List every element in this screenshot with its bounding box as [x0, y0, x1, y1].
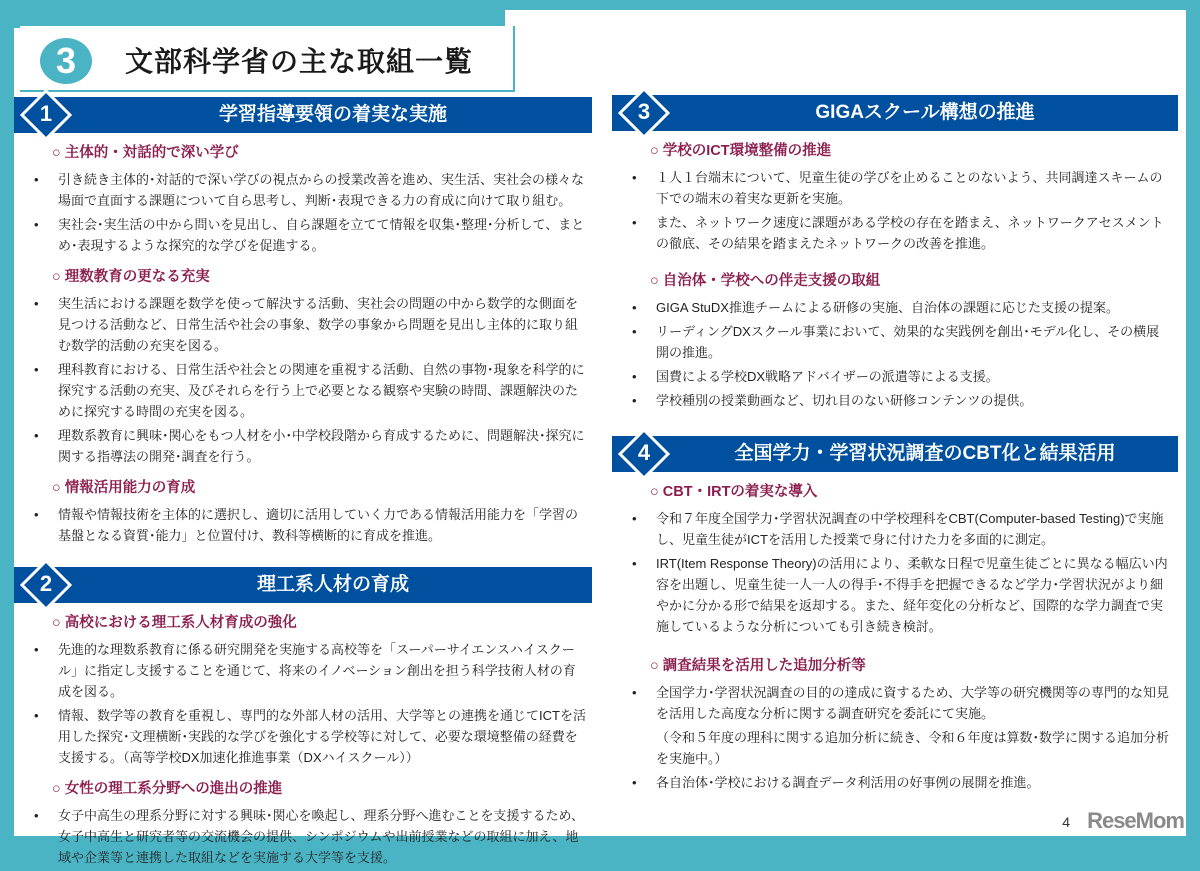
subheading-text: 女性の理工系分野への進出の推進: [64, 781, 283, 797]
list-item: • 情報、数学等の教育を重視し、専門的な外部人材の活用、大学等との連携を通じてICTを活用した探究･文理横断･実践的な学びを強化する学校等に対して、必要な環境整備の経費を支援する。（高等学校DX加速化推進事業（DXハイスクール））: [14, 705, 592, 768]
bullet-list: [14, 504, 592, 546]
section-body-1: [14, 133, 592, 546]
list-item: • １人１台端末について、児童生徒の学びを止めることのないよう、共同調達スキームの下での端末の着実な更新を実施。: [612, 167, 1178, 209]
bullet-list: [14, 805, 592, 868]
bullet-list: [612, 297, 1178, 411]
section-title: 全国学力・学習状況調査のCBT化と結果活用: [734, 443, 1116, 464]
circle-marker-icon: ○: [650, 484, 659, 500]
section-number: 2: [39, 571, 53, 596]
subheading: [650, 141, 1178, 161]
watermark-logo: ReseMom: [1087, 808, 1184, 833]
title-number-badge: 3: [40, 38, 92, 84]
subheading: [52, 478, 592, 498]
subheading: [650, 656, 1178, 676]
bullet-list: [612, 508, 1178, 637]
subheading-text: 調査結果を活用した追加分析等: [662, 658, 866, 674]
list-item: • 理数系教育に興味･関心をもつ人材を小･中学校段階から育成するために、問題解決･探究に関する指導法の開発･調査を行う。: [14, 425, 592, 467]
page-title: 文部科学省の主な取組一覧: [125, 46, 474, 77]
section-body-4: [612, 472, 1178, 793]
bullet-list: [14, 639, 592, 768]
circle-marker-icon: ○: [650, 143, 659, 159]
list-item: • 学校種別の授業動画など、切れ目のない研修コンテンツの提供。: [612, 390, 1178, 411]
section-3: [612, 95, 1178, 414]
section-title: GIGAスクール構想の推進: [815, 102, 1035, 123]
subheading-text: 情報活用能力の育成: [64, 480, 196, 496]
subheading-text: 主体的・対話的で深い学び: [64, 145, 239, 161]
list-item: • リーディングDXスクール事業において、効果的な実践例を創出･モデル化し、その横展開の推進。: [612, 321, 1178, 363]
subheading: [52, 613, 592, 633]
right-column: [612, 95, 1178, 796]
list-item: • 理科教育における、日常生活や社会との関連を重視する活動、自然の事物･現象を科学的に探究する活動の充実、及びそれらを行う上で必要となる観察や実験の時間、課題解決のために探究する時間の充実を図る。: [14, 359, 592, 422]
section-title: 理工系人材の育成: [256, 574, 409, 595]
circle-marker-icon: ○: [52, 781, 61, 797]
subheading-text: 高校における理工系人材育成の強化: [64, 615, 297, 631]
subheading-text: 学校のICT環境整備の推進: [662, 143, 832, 159]
section-title: 学習指導要領の着実な実施: [218, 104, 447, 125]
subheading: [52, 779, 592, 799]
circle-marker-icon: ○: [52, 269, 61, 285]
section-header-3: [612, 95, 1178, 131]
circle-marker-icon: ○: [52, 145, 61, 161]
list-item: • また、ネットワーク速度に課題がある学校の存在を踏まえ、ネットワークアセスメントの徹底、その結果を踏まえたネットワークの改善を推進。: [612, 212, 1178, 254]
list-item: • GIGA StuDX推進チームによる研修の実施、自治体の課題に応じた支援の提案。: [612, 297, 1178, 318]
list-item: • 令和７年度全国学力･学習状況調査の中学校理科をCBT(Computer-based Testing)で実施し、児童生徒がICTを活用した授業で身に付けた力を多面的に測定。: [612, 508, 1178, 550]
list-item: • IRT(Item Response Theory)の活用により、柔軟な日程で児童生徒ごとに異なる幅広い内容を出題し、児童生徒一人一人の得手･不得手を把握できるなど学力･学習状況がより細やかに分かる形で結果を返却する。また、経年変化の分析など、国際的な学力調査で実施しているような分析についても引き続き検討。: [612, 553, 1178, 637]
section-header-2: [14, 567, 592, 603]
page-number: 4: [1062, 814, 1070, 830]
list-item: （令和５年度の理科に関する追加分析に続き、令和６年度は算数･数学に関する追加分析を実施中。）: [656, 730, 1169, 766]
list-item: • 引き続き主体的･対話的で深い学びの視点からの授業改善を進め、実生活、実社会の様々な場面で直面する課題について自ら思考し、判断･表現できる力の育成に向けて取り組む。: [14, 169, 592, 211]
section-2: [14, 567, 592, 871]
list-item: • 各自治体･学校における調査データ利活用の好事例の展開を推進。: [612, 772, 1178, 793]
subheading: [650, 271, 1178, 291]
bullet-list: [612, 167, 1178, 254]
section-number: 3: [637, 99, 651, 124]
section-4: [612, 436, 1178, 796]
section-number: 4: [637, 440, 651, 465]
subheading-text: 自治体・学校への伴走支援の取組: [662, 273, 881, 289]
section-header-1: [14, 97, 592, 133]
subheading: [52, 143, 592, 163]
circle-marker-icon: ○: [650, 658, 659, 674]
list-item: • 先進的な理数系教育に係る研究開発を実施する高校等を「スーパーサイエンスハイスクール」に指定し支援することを通じて、将来のイノベーション創出を担う科学技術人材の育成を図る。: [14, 639, 592, 702]
list-item: • 全国学力･学習状況調査の目的の達成に資するため、大学等の研究機関等の専門的な知見を活用した高度な分析に関する調査研究を委託にて実施。: [612, 682, 1178, 724]
circle-marker-icon: ○: [650, 273, 659, 289]
section-1: [14, 97, 592, 549]
subheading-text: CBT・IRTの着実な導入: [662, 484, 818, 500]
list-item: • 実生活における課題を数学を使って解決する活動、実社会の問題の中から数学的な側面を見つける活動など、日常生活や社会の事象、数学の事象から問題を見出し主体的に取り組む数学的活動の充実を図る。: [14, 293, 592, 356]
section-body-2: [14, 603, 592, 868]
circle-marker-icon: ○: [52, 615, 61, 631]
subheading: [52, 267, 592, 287]
list-item: • 国費による学校DX戦略アドバイザーの派遣等による支援。: [612, 366, 1178, 387]
bullet-list: [14, 169, 592, 256]
subheading-text: 理数教育の更なる充実: [64, 269, 210, 285]
list-item: • 実社会･実生活の中から問いを見出し、自ら課題を立てて情報を収集･整理･分析して、まとめ･表現するような探究的な学びを促進する。: [14, 214, 592, 256]
subheading: [650, 482, 1178, 502]
circle-marker-icon: ○: [52, 480, 61, 496]
section-body-3: [612, 131, 1178, 411]
section-header-4: [612, 436, 1178, 472]
page-notch: [505, 10, 1186, 40]
list-item: • 情報や情報技術を主体的に選択し、適切に活用していく力である情報活用能力を「学習の基盤となる資質･能力」と位置付け、教科等横断的に育成を推進。: [14, 504, 592, 546]
left-column: [14, 97, 592, 871]
bullet-list: [612, 682, 1178, 793]
list-item: • 女子中高生の理系分野に対する興味･関心を喚起し、理系分野へ進むことを支援するため、女子中高生と研究者等の交流機会の提供、シンポジウムや出前授業などの取組に加え、地域や企業等と連携した取組などを実施する大学等を支援。: [14, 805, 592, 868]
section-number: 1: [39, 101, 53, 126]
bullet-list: [14, 293, 592, 467]
